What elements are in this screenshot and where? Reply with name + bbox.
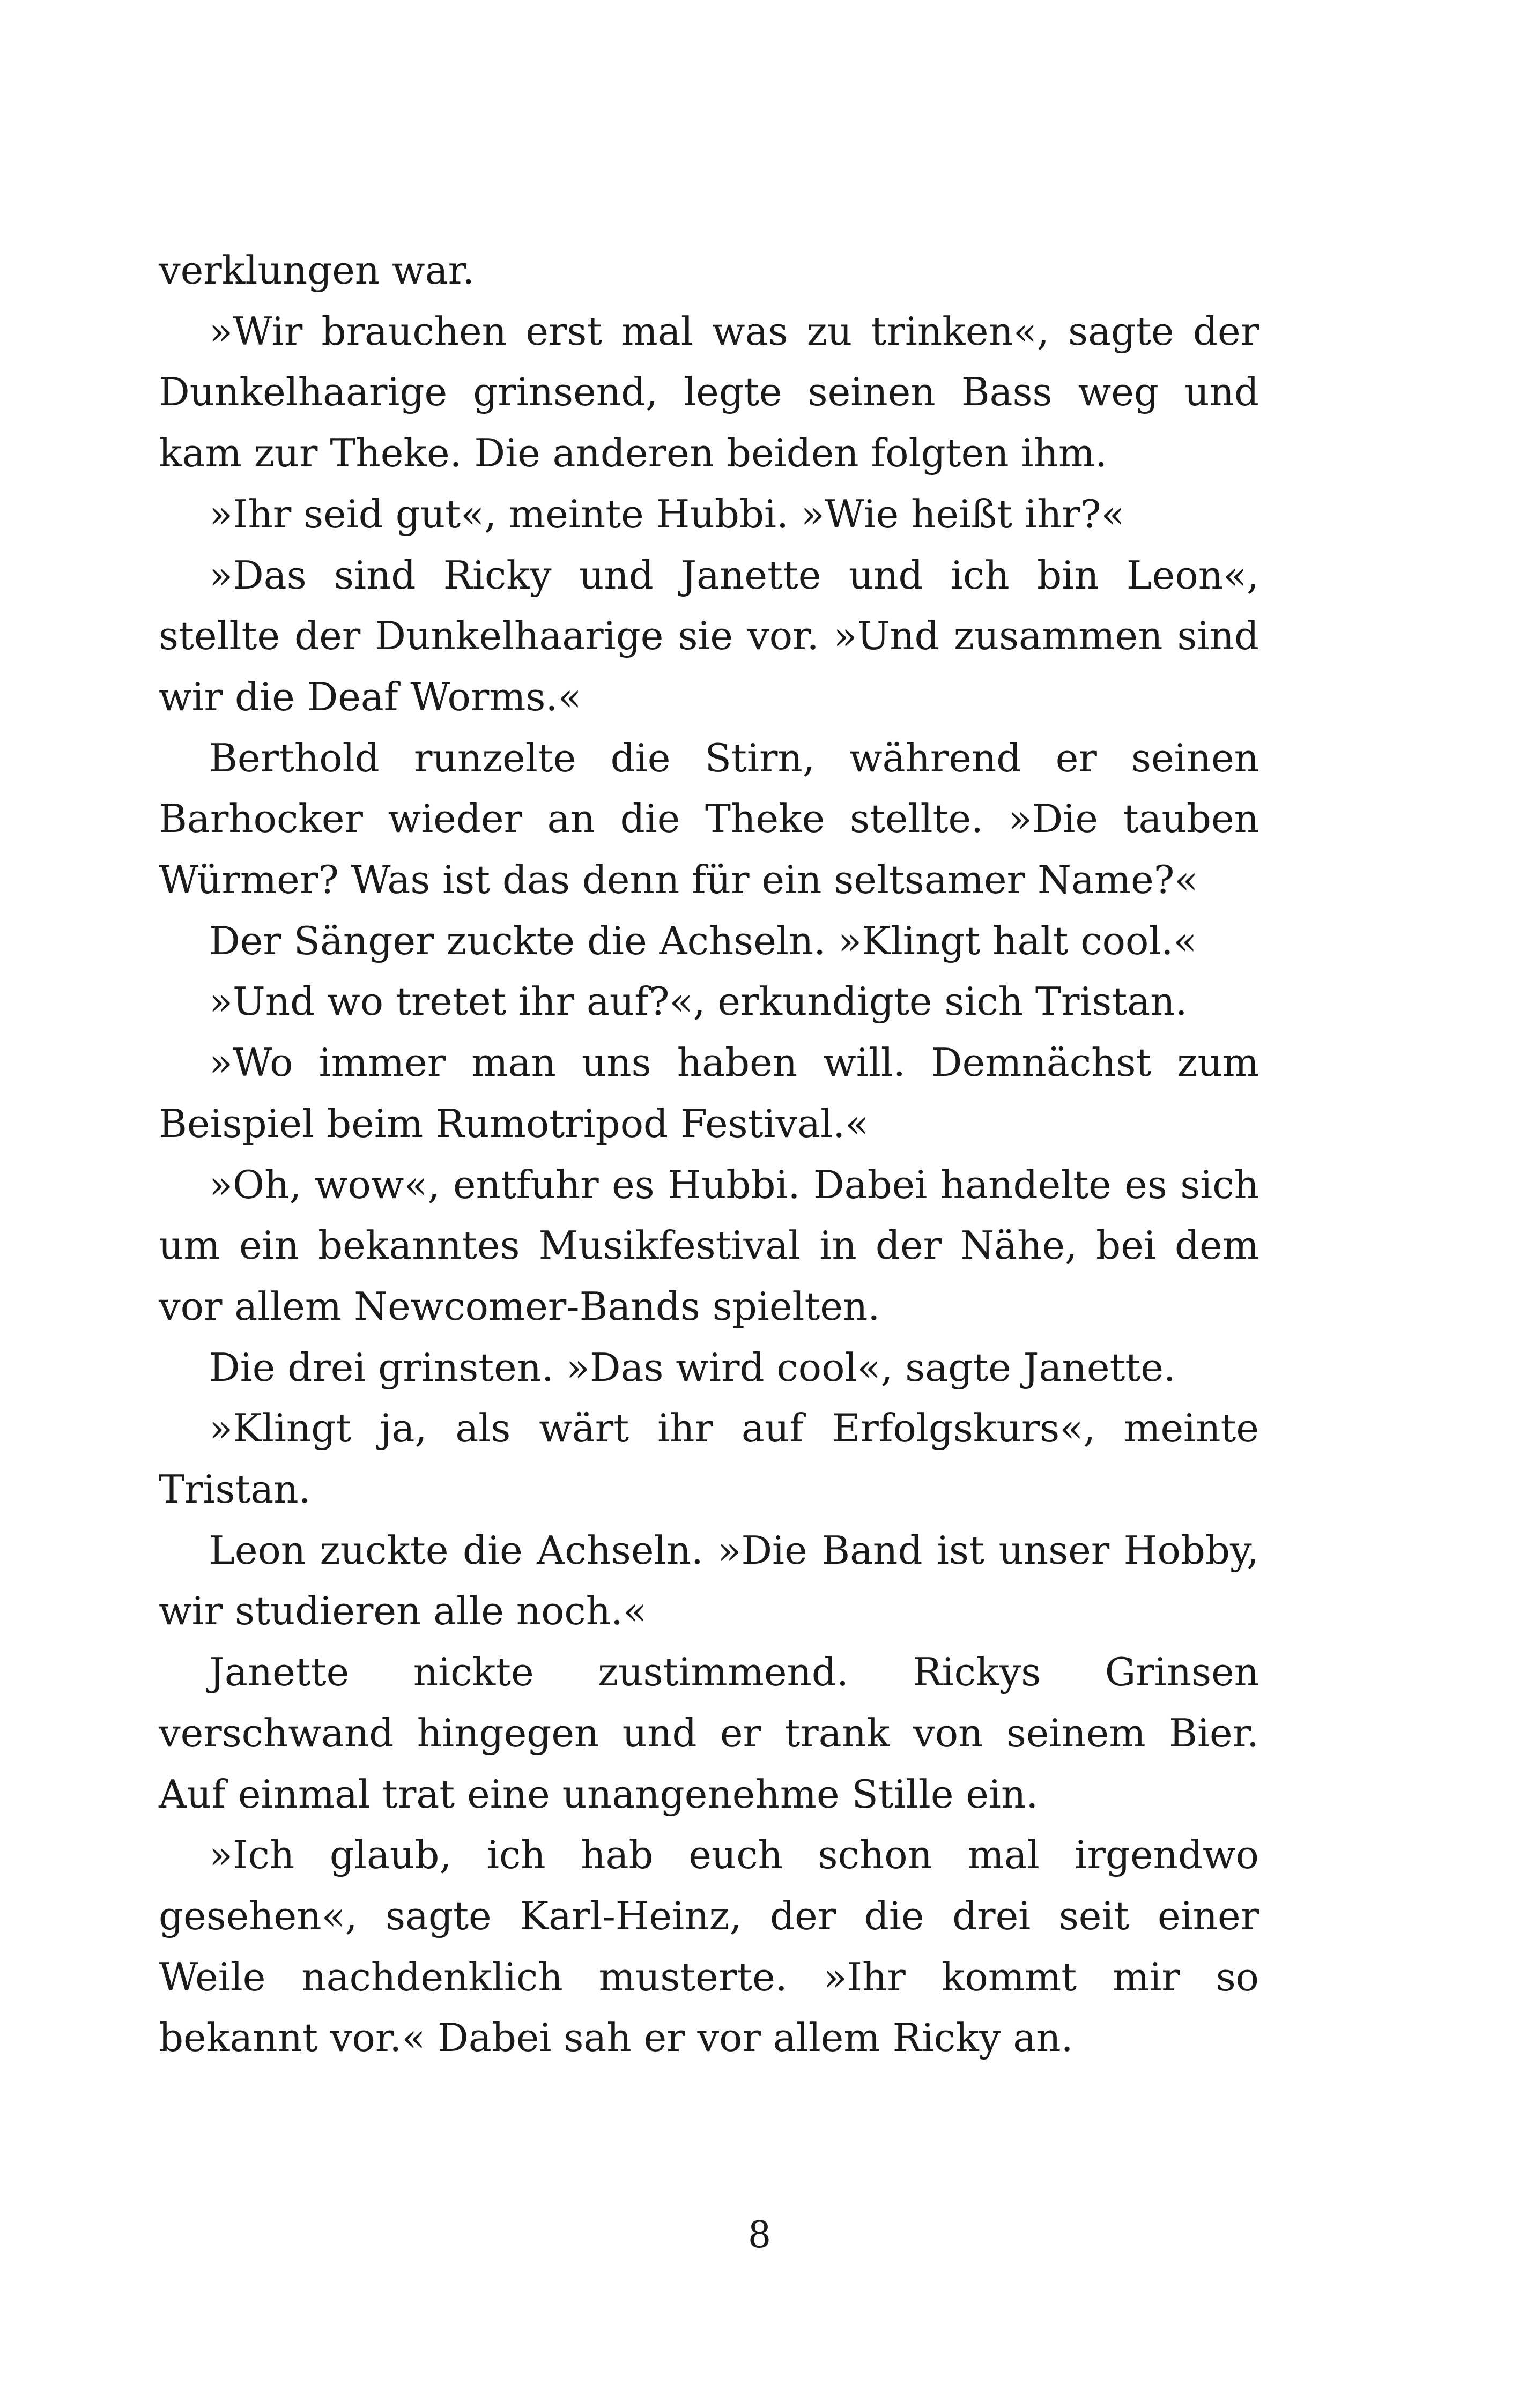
paragraph: Der Sänger zuckte die Achseln. »Klingt halt cool.« — [209, 918, 1197, 963]
paragraph: »Klingt ja, als wärt ihr auf Erfolgskurs«, meinte Tristan. — [159, 1406, 1259, 1512]
paragraph: Die drei grinsten. »Das wird cool«, sagte Janette. — [209, 1344, 1176, 1390]
paragraph: »Ihr seid gut«, meinte Hubbi. »Wie heißt ihr?« — [209, 491, 1125, 537]
paragraph: Leon zuckte die Achseln. »Die Band ist unser Hobby, wir studieren alle noch.« — [159, 1527, 1259, 1634]
paragraph: »Wo immer man uns haben will. Demnächst zum Beispiel beim Rumotripod Festival.« — [159, 1040, 1259, 1146]
paragraph: Janette nickte zustimmend. Rickys Grinsen verschwand hingegen und er trank von seinem Bier. Auf einmal trat eine unangenehme Stille ein. — [159, 1649, 1259, 1817]
page-number: 8 — [747, 2214, 772, 2256]
book-page-body — [159, 240, 1259, 2069]
paragraph-continuation: verklungen war. — [159, 248, 475, 293]
paragraph: »Oh, wow«, entfuhr es Hubbi. Dabei handelte es sich um ein bekanntes Musikfestival in der Nähe, bei dem vor allem Newcomer-Bands spielten. — [159, 1162, 1259, 1329]
paragraph: »Ich glaub, ich hab euch schon mal irgendwo gesehen«, sagte Karl-Heinz, der die drei seit einer Weile nachdenklich musterte. »Ihr kommt mir so bekannt vor.« Dabei sah er vor allem Ricky an. — [159, 1832, 1259, 2061]
paragraph: »Wir brauchen erst mal was zu trinken«, sagte der Dunkelhaarige grinsend, legte seinen Bass weg und kam zur Theke. Die anderen beiden folgten ihm. — [159, 308, 1259, 476]
paragraph: »Das sind Ricky und Janette und ich bin Leon«, stellte der Dunkelhaarige sie vor. »Und zusammen sind wir die Deaf Worms.« — [159, 552, 1259, 719]
paragraph: Berthold runzelte die Stirn, während er seinen Barhocker wieder an die Theke stellte. »Die tauben Würmer? Was ist das denn für ein seltsamer Name?« — [159, 735, 1259, 903]
paragraph: »Und wo tretet ihr auf?«, erkundigte sich Tristan. — [209, 979, 1188, 1024]
